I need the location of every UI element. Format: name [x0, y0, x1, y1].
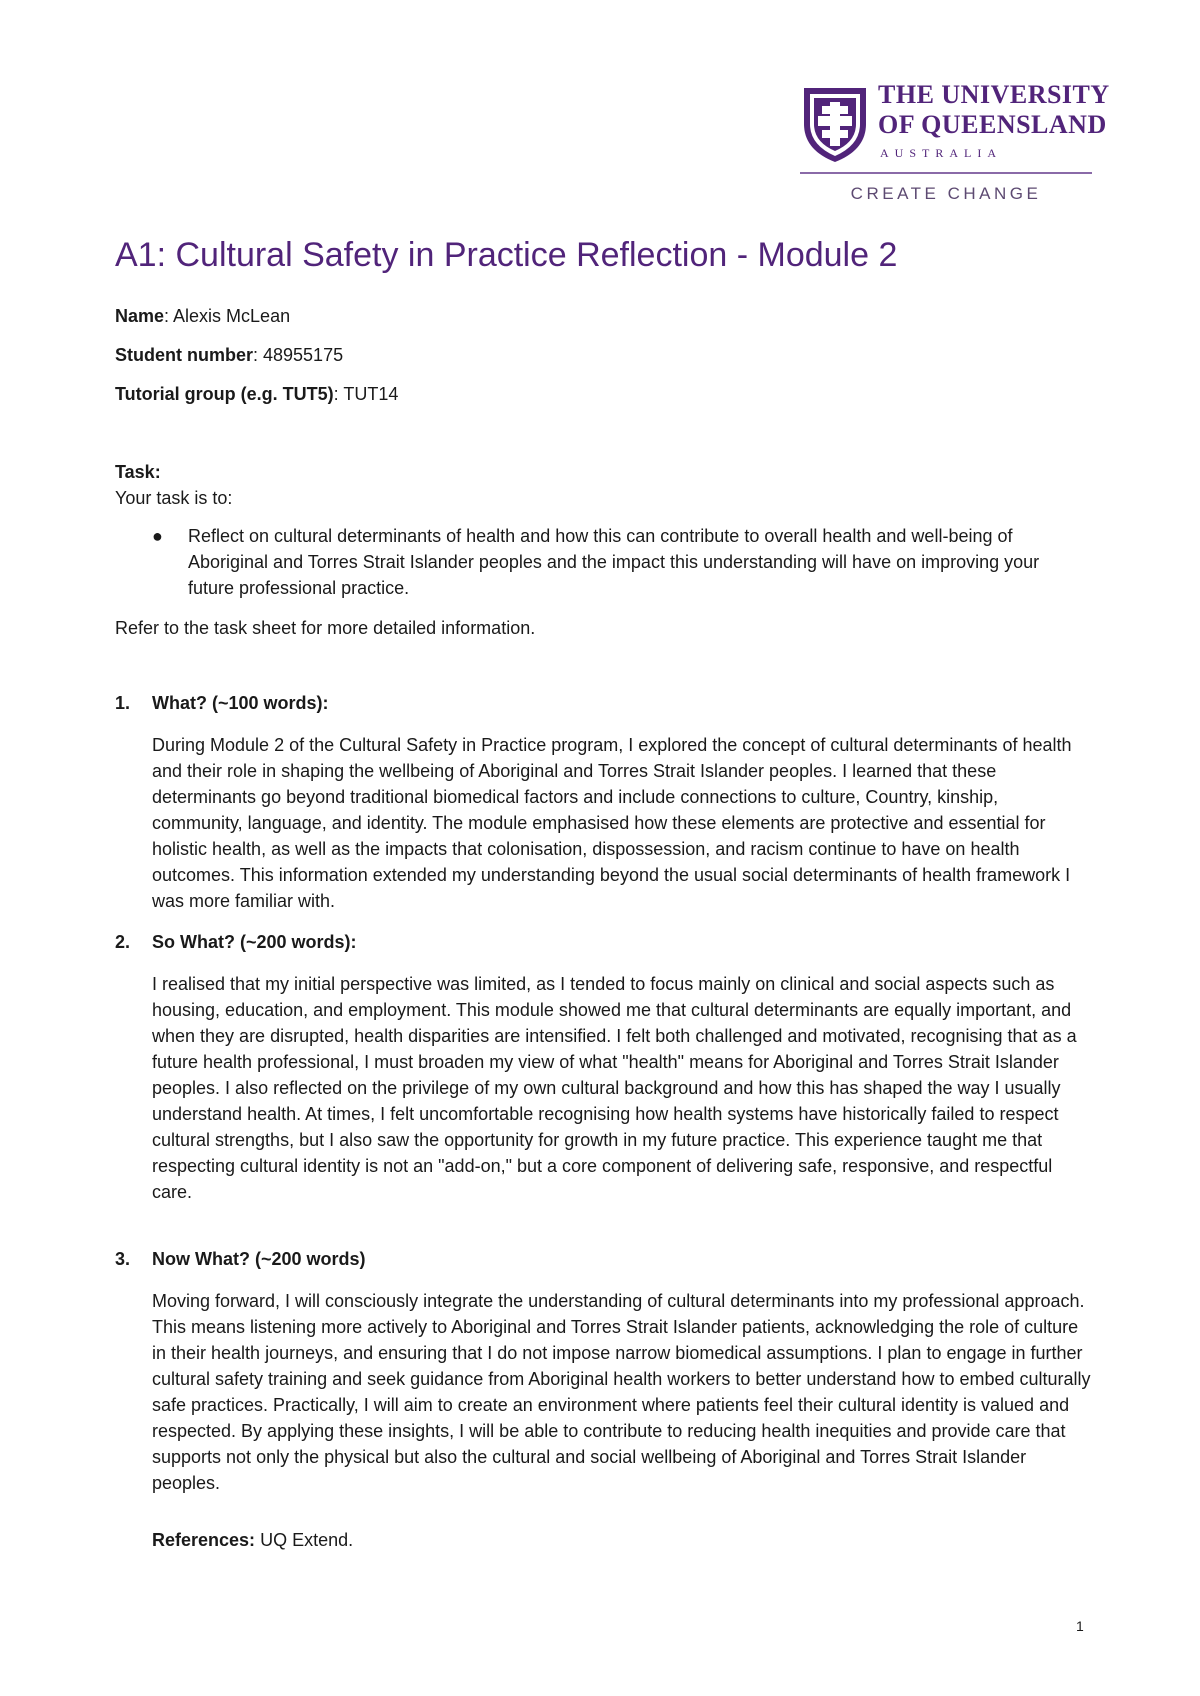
logo-divider: [800, 172, 1092, 174]
tutorial-group-row: [115, 384, 398, 405]
student-number-row: [115, 345, 343, 366]
student-number-label: Student number: [115, 345, 253, 365]
section-1-heading: What? (~100 words):: [152, 693, 329, 713]
task-heading: Task:: [115, 462, 161, 482]
section-1-number: 1.: [115, 693, 131, 713]
page-number: 1: [1076, 1618, 1084, 1634]
references-line: [152, 1530, 353, 1551]
document-title: A1: Cultural Safety in Practice Reflection - Module 2: [115, 236, 898, 274]
tutorial-group-label: Tutorial group (e.g. TUT5): [115, 384, 334, 404]
section-2-heading: So What? (~200 words):: [152, 932, 357, 952]
section-2-number: 2.: [115, 932, 131, 952]
section-3-number: 3.: [115, 1249, 131, 1269]
references-label: References:: [152, 1530, 256, 1550]
section-3-heading: Now What? (~200 words): [152, 1249, 366, 1269]
university-logo: [800, 80, 1110, 210]
section-1-body: During Module 2 of the Cultural Safety in Practice program, I explored the concept of cultural determinants of health and their role in shaping the wellbeing of Aboriginal and Torres Strait Islander peoples. I learned that these determinants go beyond traditional biomedical factors and include connections to culture, Country, kinship, community, language, and identity. The module emphasised how these elements are protective and essential for holistic health, as well as the impacts that colonisation, dispossession, and racism continue to have on health outcomes. This information extended my understanding beyond the usual social determinants of health framework I was more familiar with.: [152, 735, 1072, 911]
references-value: UQ Extend.: [255, 1530, 354, 1550]
section-3-body: Moving forward, I will consciously integrate the understanding of cultural determinants into my professional approach. This means listening more actively to Aboriginal and Torres Strait Islander patients, acknowledging the role of culture in their health journeys, and ensuring that I do not impose narrow biomedical assumptions. I plan to engage in further cultural safety training and seek guidance from Aboriginal health workers to better understand how to embed culturally safe practices. Practically, I will aim to create an environment where patients feel their cultural identity is valued and respected. By applying these insights, I will be able to contribute to reducing health inequities and provide care that supports not only the physical but also the cultural and social wellbeing of Aboriginal and Torres Strait Islander peoples.: [152, 1291, 1091, 1493]
name-row: [115, 306, 290, 327]
task-refer-note: Refer to the task sheet for more detailed information.: [115, 618, 536, 638]
student-number-value: : 48955175: [253, 345, 344, 365]
bullet-icon: ●: [152, 526, 163, 546]
task-bullet-text: Reflect on cultural determinants of health and how this can contribute to overall health and well-being of Aboriginal and Torres Strait Islander peoples and the impact this understanding will have on improving your future professional practice.: [188, 526, 1040, 598]
logo-line-2: OF QUEENSLAND: [878, 110, 1107, 139]
crest-icon: [800, 84, 870, 164]
section-2-body: I realised that my initial perspective was limited, as I tended to focus mainly on clinical and social aspects such as housing, education, and employment. This module showed me that cultural determinants are equally important, and when they are disrupted, health disparities are intensified. I felt both challenged and motivated, recognising that as a future health professional, I must broaden my view of what "health" means for Aboriginal and Torres Strait Islander peoples. I also reflected on the privilege of my own cultural background and how this has shaped the way I usually understand health. At times, I felt uncomfortable recognising how health systems have historically failed to respect cultural strengths, but I also saw the opportunity for growth in my future practice. This experience taught me that respecting cultural identity is not an "add-on," but a core component of delivering safe, responsive, and respectful care.: [152, 974, 1077, 1202]
name-value: : Alexis McLean: [164, 306, 291, 326]
task-intro: Your task is to:: [115, 488, 233, 508]
logo-line-1: THE UNIVERSITY: [878, 80, 1110, 109]
logo-tagline: CREATE CHANGE: [850, 184, 1042, 203]
name-label: Name: [115, 306, 165, 326]
tutorial-group-value: : TUT14: [333, 384, 399, 404]
logo-line-3: AUSTRALIA: [880, 146, 1002, 160]
